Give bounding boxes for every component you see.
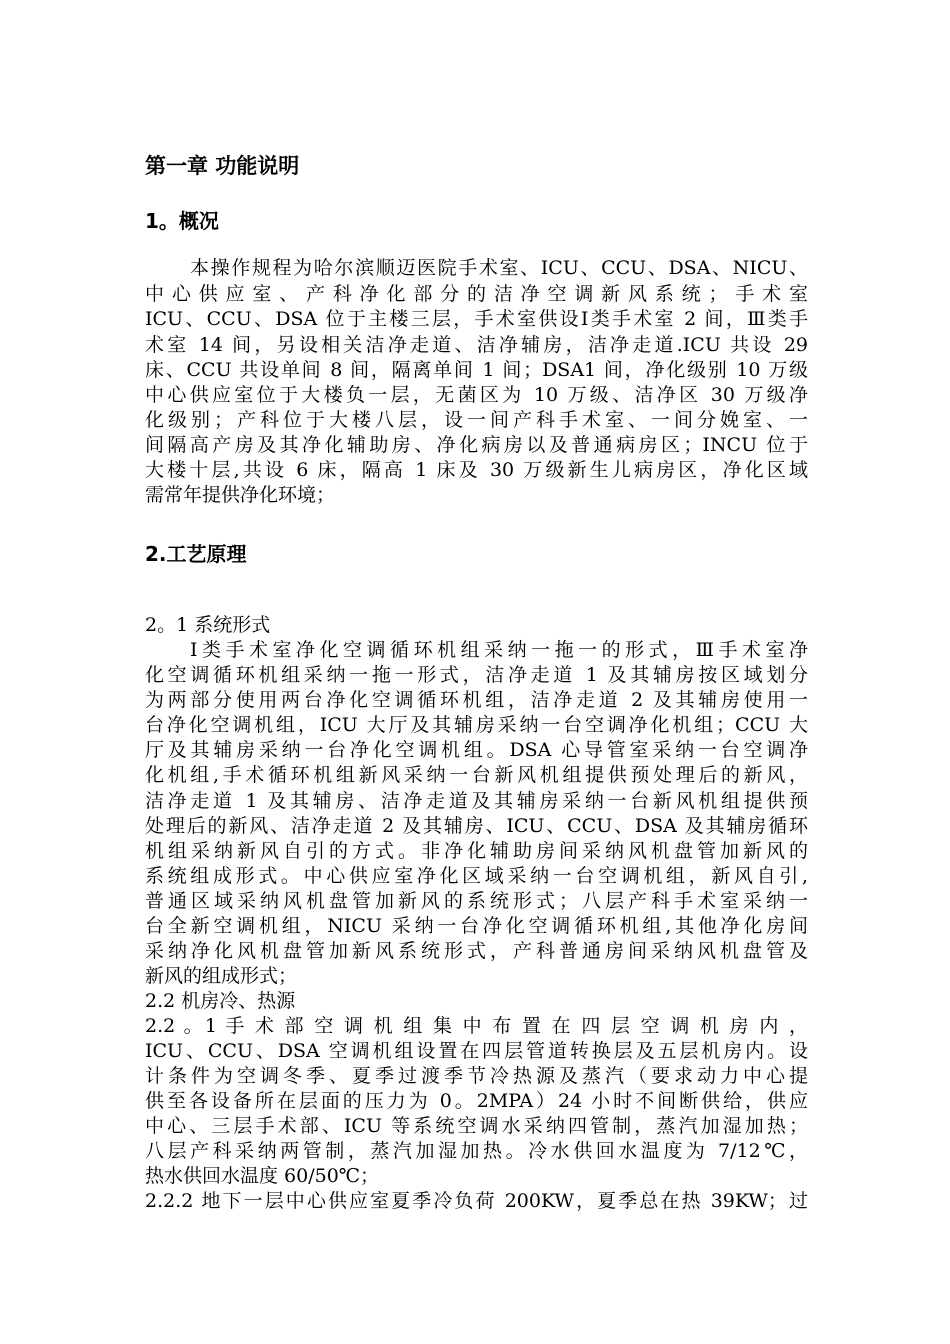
paragraph-line: 机组采纳新风自引的方式。非净化辅助房间采纳风机盘管加新风的 <box>145 840 808 862</box>
paragraph-line: 间隔高产房及其净化辅助房、净化病房以及普通病房区；INCU 位于 <box>145 434 808 456</box>
paragraph-line: 台净化空调机组，ICU 大厅及其辅房采纳一台空调净化机组；CCU 大 <box>145 714 808 736</box>
paragraph-line: 普通区域采纳风机盘管加新风的系统形式；八层产科手术室采纳一 <box>145 890 808 912</box>
subsection-heading: 2.2 机房冷、热源 <box>145 990 296 1012</box>
paragraph-line: 大楼十层,共设 6 床，隔高 1 床及 30 万级新生儿病房区，净化区域 <box>145 459 808 481</box>
chapter-heading: 第一章 功能说明 <box>145 154 300 178</box>
paragraph-line: 为两部分使用两台净化空调循环机组，洁净走道 2 及其辅房使用一 <box>145 689 808 711</box>
paragraph-line: Ⅰ类手术室净化空调循环机组采纳一拖一的形式，Ⅲ手术室净 <box>190 639 808 661</box>
section-heading-principle: 2.工艺原理 <box>145 542 247 566</box>
paragraph-line: 术室 14 间，另设相关洁净走道、洁净辅房，洁净走道.ICU 共设 29 <box>145 334 808 356</box>
paragraph-line: 洁净走道 1 及其辅房、洁净走道及其辅房采纳一台新风机组提供预 <box>145 790 808 812</box>
paragraph-line: 中心、三层手术部、ICU 等系统空调水采纳四管制，蒸汽加湿加热； <box>145 1115 808 1137</box>
paragraph-line: 新风的组成形式； <box>145 965 298 987</box>
paragraph-line: 计条件为空调冬季、夏季过渡季节冷热源及蒸汽（要求动力中心提 <box>145 1065 808 1087</box>
paragraph-line: 中心供应室位于大楼负一层，无菌区为 10 万级、洁净区 30 万级净 <box>145 384 808 406</box>
paragraph-line: 2.2.2 地下一层中心供应室夏季冷负荷 200KW，夏季总在热 39KW；过 <box>145 1190 808 1212</box>
paragraph-line: 本操作规程为哈尔滨顺迈医院手术室、ICU、CCU、DSA、NICU、 <box>190 257 808 279</box>
paragraph-line: 系统组成形式。中心供应室净化区域采纳一台空调机组，新风自引, <box>145 865 808 887</box>
section-heading-overview: 1。概况 <box>145 209 219 233</box>
subsection-heading: 2。1 系统形式 <box>145 614 271 636</box>
paragraph-line: 2.2 。1 手 术 部 空 调 机 组 集 中 布 置 在 四 层 空 调 机 房 内 ， <box>145 1015 808 1037</box>
paragraph-line: 中心供应室、产科净化部分的洁净空调新风系统；手术室 <box>145 283 808 305</box>
paragraph-line: 厅及其辅房采纳一台净化空调机组。DSA 心导管室采纳一台空调净 <box>145 739 808 761</box>
paragraph-line: 化机组,手术循环机组新风采纳一台新风机组提供预处理后的新风， <box>145 764 808 786</box>
paragraph-line: 供至各设备所在层面的压力为 0。2MPA）24 小时不间断供给，供应 <box>145 1090 808 1112</box>
paragraph-line: 台全新空调机组，NICU 采纳一台净化空调循环机组,其他净化房间 <box>145 915 808 937</box>
paragraph-line: ICU、CCU、DSA 空调机组设置在四层管道转换层及五层机房内。设 <box>145 1040 808 1062</box>
paragraph-line: 床、CCU 共设单间 8 间，隔离单间 1 间；DSA1 间，净化级别 10 万级 <box>145 359 808 381</box>
paragraph-line: ICU、CCU、DSA 位于主楼三层，手术室供设Ⅰ类手术室 2 间，Ⅲ类手 <box>145 308 808 330</box>
paragraph-line: 处理后的新风、洁净走道 2 及其辅房、ICU、CCU、DSA 及其辅房循环 <box>145 815 808 837</box>
paragraph-line: 热水供回水温度 60/50℃； <box>145 1165 380 1187</box>
paragraph-line: 化空调循环机组采纳一拖一形式，洁净走道 1 及其辅房按区域划分 <box>145 664 808 686</box>
paragraph-line: 需常年提供净化环境； <box>145 484 336 506</box>
paragraph-line: 八层产科采纳两管制，蒸汽加湿加热。冷水供回水温度为 7/12℃， <box>145 1140 808 1162</box>
paragraph-line: 采纳净化风机盘管加新风系统形式，产科普通房间采纳风机盘管及 <box>145 940 808 962</box>
paragraph-line: 化级别；产科位于大楼八层，设一间产科手术室、一间分娩室、一 <box>145 409 808 431</box>
